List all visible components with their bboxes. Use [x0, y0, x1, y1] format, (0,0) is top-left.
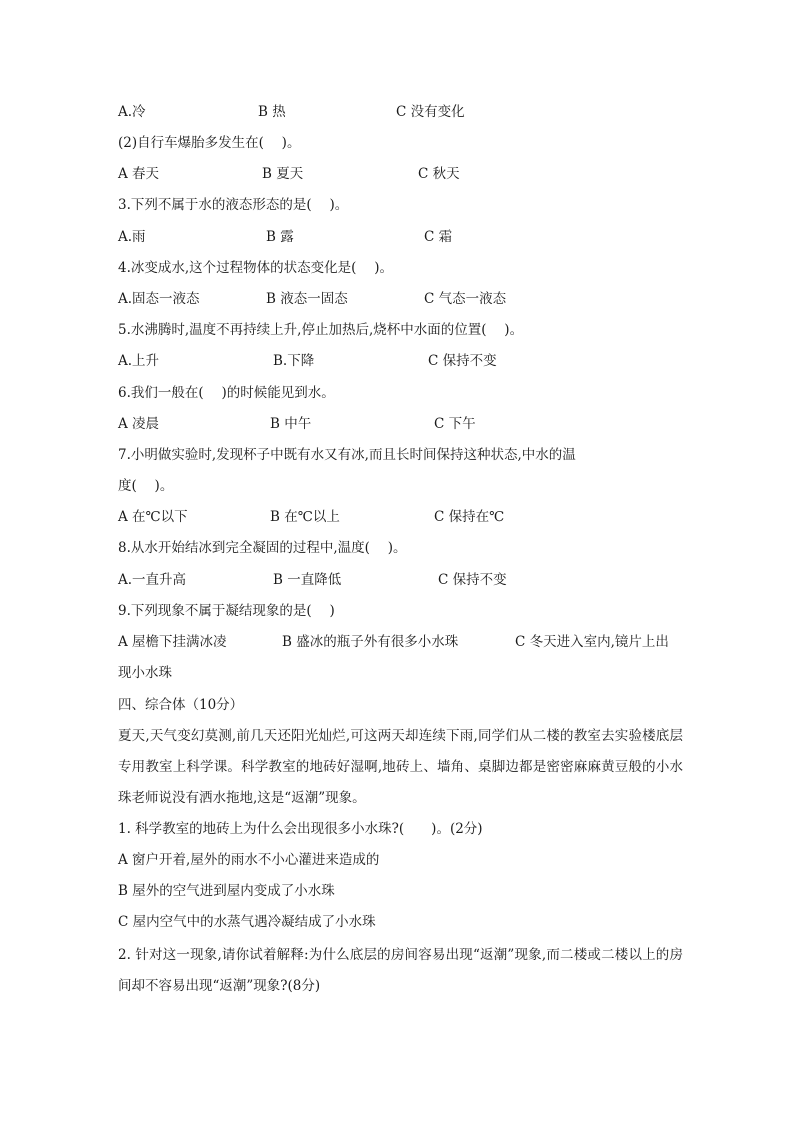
question-2-2: (2)自行车爆胎多发生在( )。: [118, 135, 301, 151]
option-c: C 秋天: [418, 166, 460, 182]
option-a: A 屋檐下挂满冰凌: [118, 634, 227, 650]
option-b: B 一直降低: [273, 572, 342, 588]
option-b: B.下降: [273, 353, 315, 369]
question-8: 8.从水开始结冰到完全凝固的过程中,温度( )。: [118, 540, 407, 556]
option-c: C 保持不变: [428, 353, 497, 369]
question-7: 7.小明做实验时,发现杯子中既有水又有冰,而且长时间保持这种状态,中水的温: [118, 447, 576, 463]
option-a: A 在℃以下: [118, 509, 188, 525]
option-b: B 在℃以上: [270, 509, 340, 525]
question-5: 5.水沸腾时,温度不再持续上升,停止加热后,烧杯中水面的位置( )。: [118, 322, 524, 338]
cq1-option-a: A 窗户开着,屋外的雨水不小心灌进来造成的: [118, 852, 380, 868]
option-b: B 液态一固态: [266, 291, 348, 307]
option-b: B 中午: [270, 416, 312, 432]
question-6: 6.我们一般在( )的时候能见到水。: [118, 385, 335, 401]
comprehensive-question-1: 1. 科学教室的地砖上为什么会出现很多小水珠?( )。(2分): [118, 821, 483, 837]
option-a: A 春天: [118, 166, 160, 182]
option-c: C 没有变化: [396, 104, 465, 120]
option-a: A.一直升高: [118, 572, 187, 588]
scenario-paragraph: 夏天,天气变幻莫测,前几天还阳光灿烂,可这两天却连续下雨,同学们从二楼的教室去实验楼底层专用教室上科学课。科学教室的地砖好湿啊,地砖上、墙角、桌脚边都是密密麻麻黄豆般的小水珠老师说没有洒水拖地,这是“返潮”现象。: [118, 728, 683, 806]
option-a: A 凌晨: [118, 416, 160, 432]
option-c: C 保持在℃: [434, 509, 505, 525]
option-c: C 霜: [424, 229, 453, 245]
comprehensive-question-2: 2. 针对这一现象,请你试着解释:为什么底层的房间容易出现“返潮”现象,而二楼或二楼以上的房间却不容易出现“返潮”现象?(8分): [118, 947, 683, 994]
option-b: B 露: [266, 229, 294, 245]
option-a: A.雨: [118, 229, 146, 245]
option-b: B 夏天: [262, 166, 304, 182]
cq1-option-b: B 屋外的空气进到屋内变成了小水珠: [118, 883, 335, 899]
option-b: B 盛冰的瓶子外有很多小水珠: [282, 634, 459, 650]
question-9: 9.下列现象不属于凝结现象的是( ): [118, 603, 335, 619]
question-4: 4.冰变成水,这个过程物体的状态变化是( )。: [118, 260, 393, 276]
option-c: C 保持不变: [438, 572, 507, 588]
cq1-option-c: C 屋内空气中的水蒸气遇冷凝结成了小水珠: [118, 914, 376, 930]
section-4-heading: 四、综合体（10分）: [118, 697, 244, 713]
option-c: C 气态一液态: [424, 291, 507, 307]
q9-option-c-continued: 现小水珠: [118, 665, 172, 681]
option-a: A.冷: [118, 104, 146, 120]
option-a: A.上升: [118, 353, 160, 369]
option-c: C 冬天进入室内,镜片上出: [515, 634, 669, 650]
question-3: 3.下列不属于水的液态形态的是( )。: [118, 197, 349, 213]
option-c: C 下午: [434, 416, 476, 432]
question-7-continued: 度( )。: [118, 478, 174, 494]
option-b: B 热: [258, 104, 286, 120]
option-a: A.固态一液态: [118, 291, 200, 307]
